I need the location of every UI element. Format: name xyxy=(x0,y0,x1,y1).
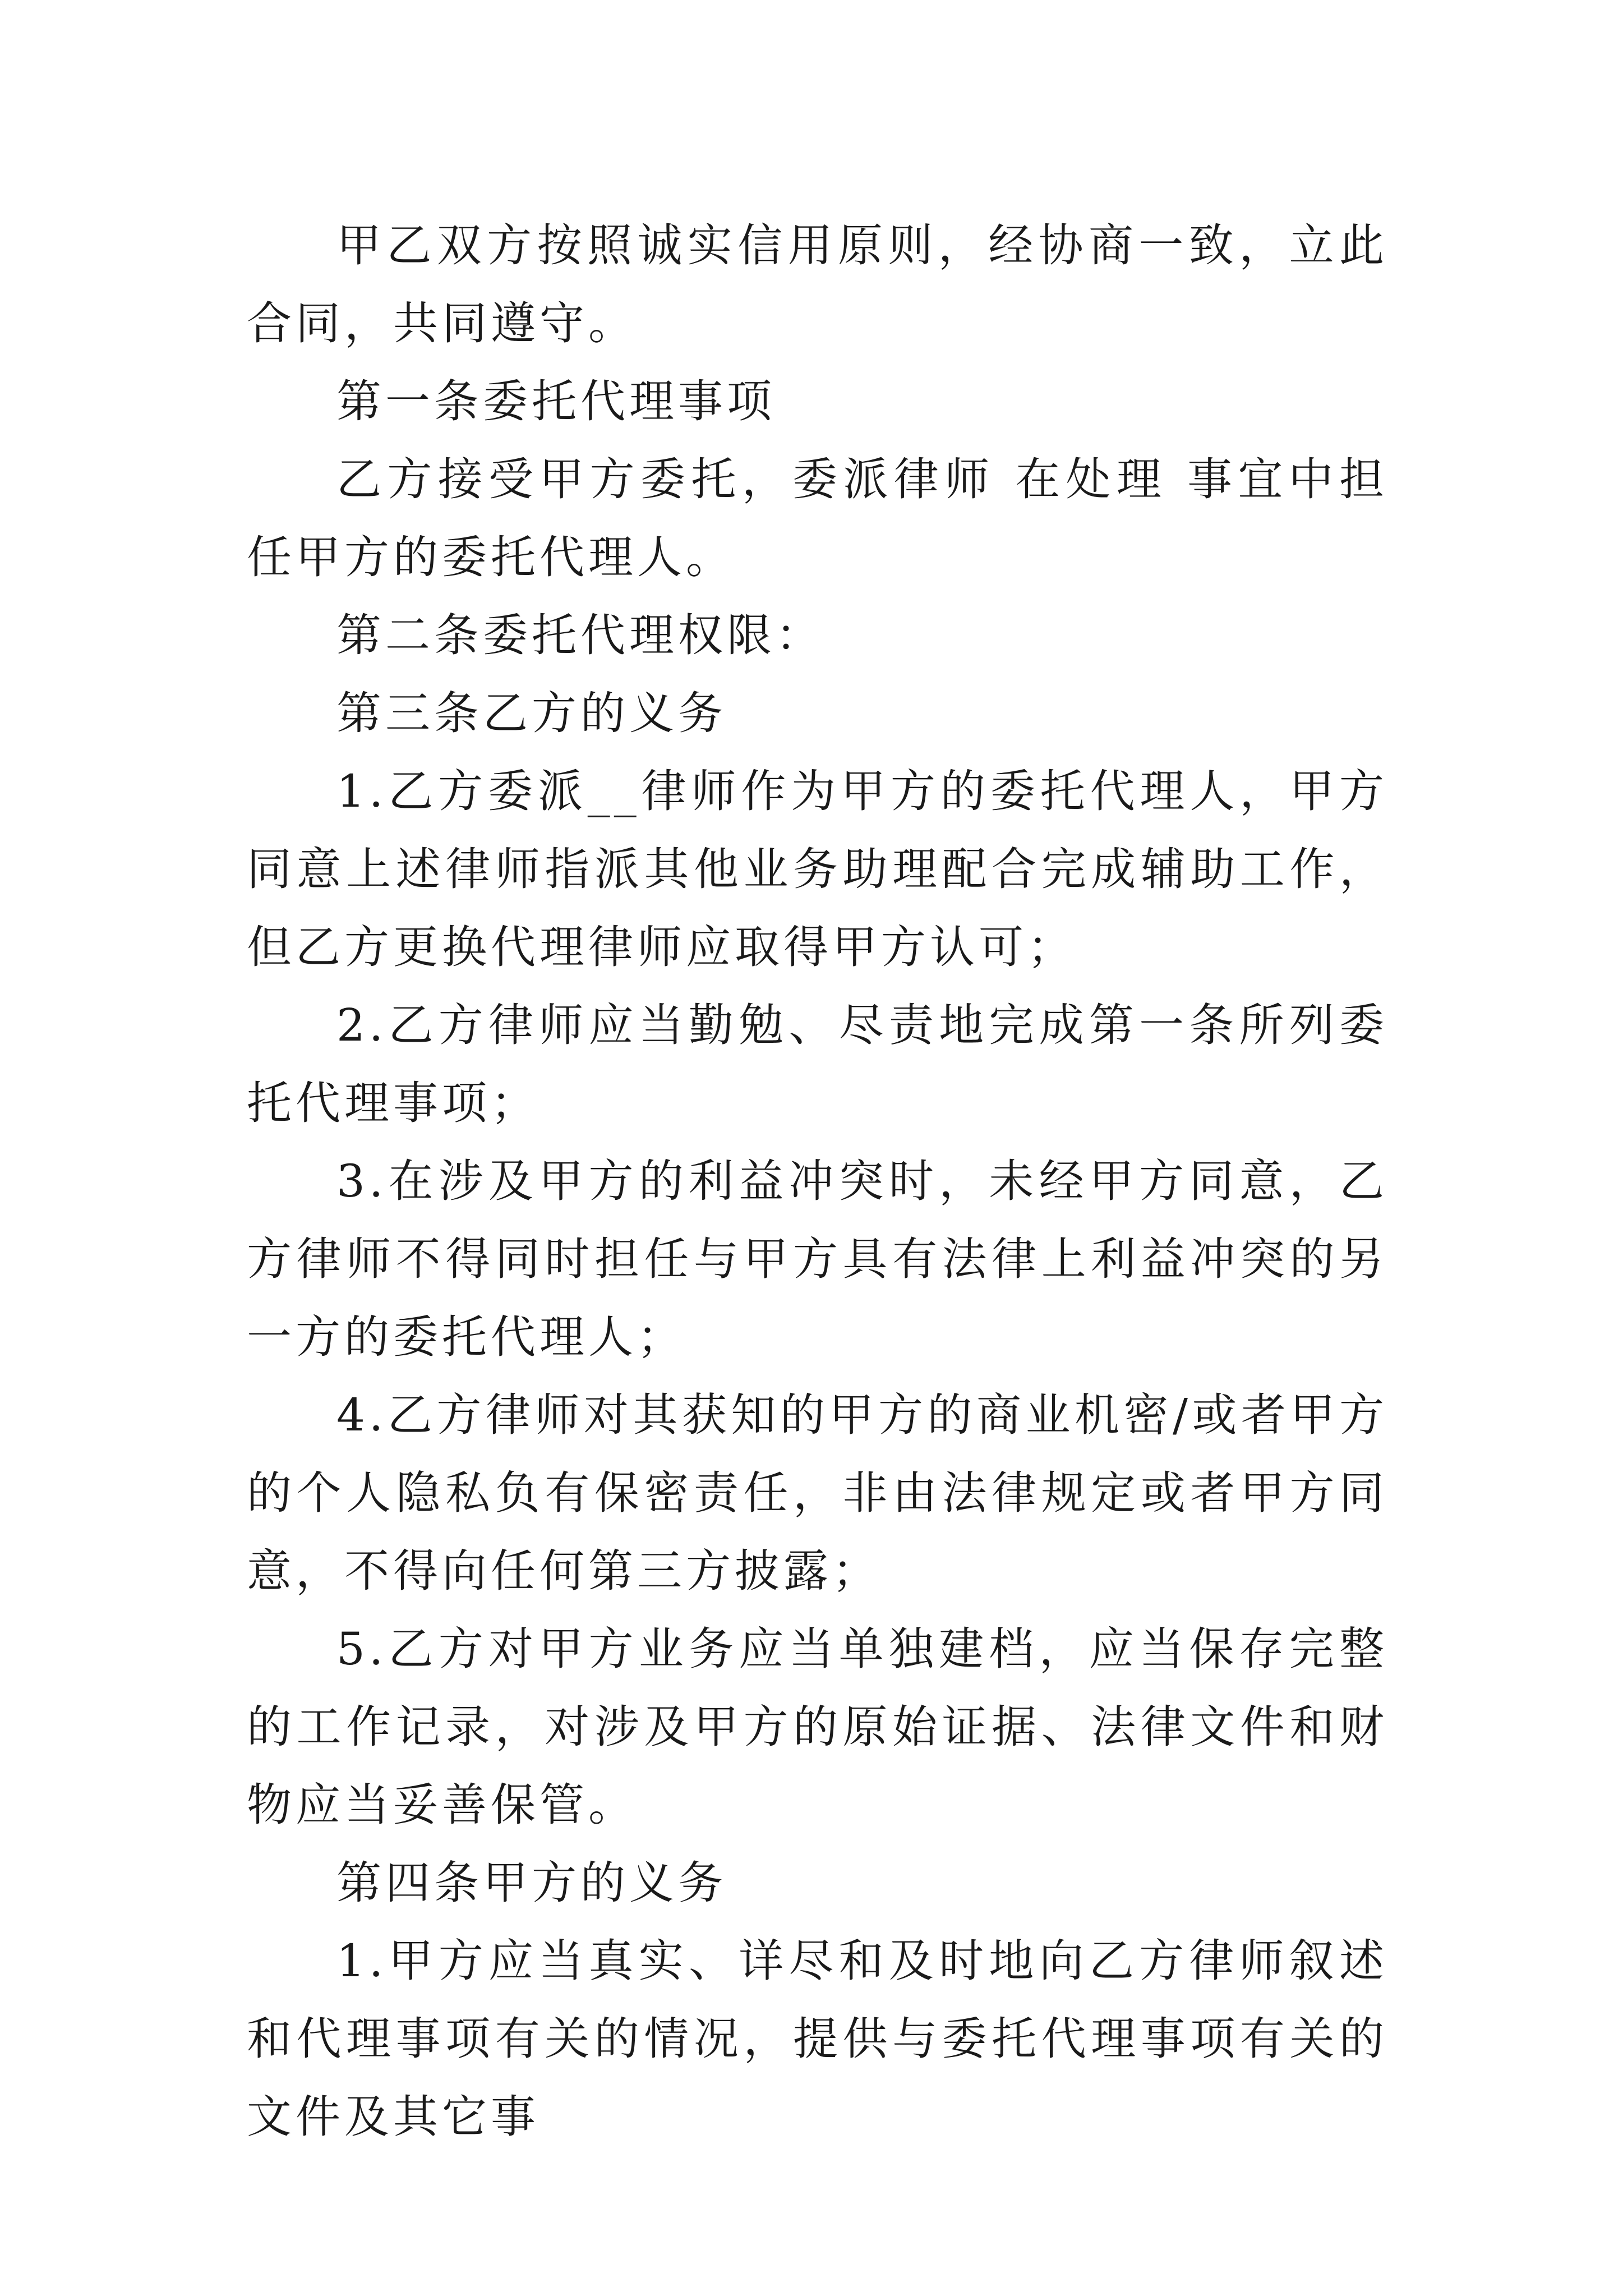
article-3-item-1: 1.乙方委派__律师作为甲方的委托代理人，甲方同意上述律师指派其他业务助理配合完成辅助工作，但乙方更换代理律师应取得甲方认可； xyxy=(247,765,1388,973)
document-body xyxy=(247,206,1388,2156)
paragraph-preamble: 甲乙双方按照诚实信用原则，经协商一致，立此合同，共同遵守。 xyxy=(247,219,1388,349)
article-3-heading: 第三条乙方的义务 xyxy=(336,687,727,739)
article-3-item-2: 2.乙方律师应当勤勉、尽责地完成第一条所列委托代理事项； xyxy=(247,999,1388,1129)
article-3-item-4: 4.乙方律师对其获知的甲方的商业机密/或者甲方的个人隐私负有保密责任，非由法律规定或者甲方同意，不得向任何第三方披露； xyxy=(247,1389,1388,1597)
article-1-heading: 第一条委托代理事项 xyxy=(336,375,776,427)
article-2-heading: 第二条委托代理权限： xyxy=(336,609,824,661)
article-4-item-1: 1.甲方应当真实、详尽和及时地向乙方律师叙述和代理事项有关的情况，提供与委托代理事项有关的文件及其它事 xyxy=(247,1935,1388,2143)
article-4-heading: 第四条甲方的义务 xyxy=(336,1857,727,1909)
article-3-item-5: 5.乙方对甲方业务应当单独建档，应当保存完整的工作记录，对涉及甲方的原始证据、法律文件和财物应当妥善保管。 xyxy=(247,1623,1388,1831)
article-3-item-3: 3.在涉及甲方的利益冲突时，未经甲方同意，乙方律师不得同时担任与甲方具有法律上利益冲突的另一方的委托代理人； xyxy=(247,1155,1388,1363)
paragraph-article-1: 乙方接受甲方委托，委派律师 在处理 事宜中担任甲方的委托代理人。 xyxy=(247,453,1388,583)
